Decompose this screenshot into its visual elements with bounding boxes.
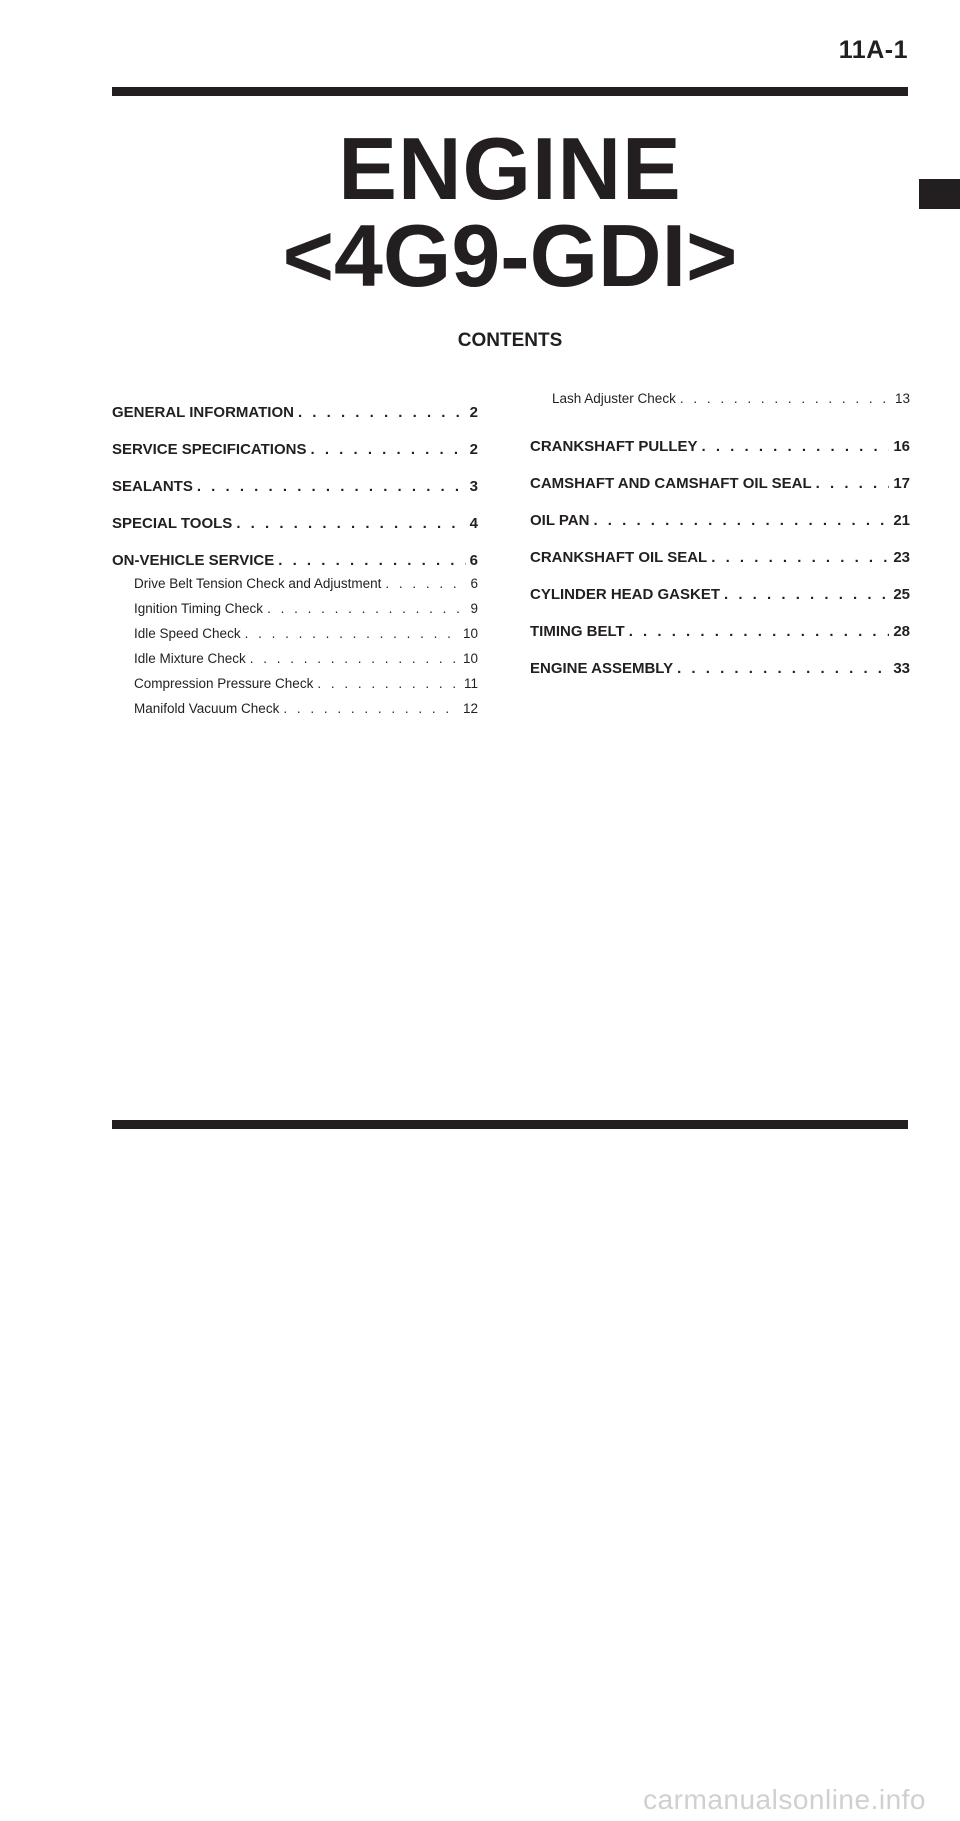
toc-leader-dots <box>236 515 465 532</box>
toc-sublist-on-vehicle-service <box>112 565 478 716</box>
toc-leader-dots <box>283 701 459 716</box>
toc-label: CRANKSHAFT PULLEY <box>530 438 698 455</box>
toc-label: TIMING BELT <box>530 623 625 640</box>
page-subtitle: <4G9-GDI> <box>282 206 738 305</box>
toc-right-column <box>530 384 910 677</box>
toc-page-number: 9 <box>470 601 478 616</box>
toc-leader-dots <box>724 586 889 603</box>
toc-leader-dots <box>816 475 890 492</box>
toc-entry-on-vehicle-service[interactable] <box>112 532 478 569</box>
toc-leader-dots <box>385 576 466 591</box>
toc-subentry-ignition-timing[interactable] <box>112 591 478 616</box>
toc-entry-engine-assembly[interactable] <box>530 640 910 677</box>
toc-page-number: 25 <box>893 586 910 603</box>
toc-page-number: 4 <box>469 515 478 532</box>
contents-heading: CONTENTS <box>457 330 563 351</box>
toc-label: ENGINE ASSEMBLY <box>530 660 674 677</box>
toc-subentry-lash-adjuster[interactable] <box>530 384 910 406</box>
toc-label: CYLINDER HEAD GASKET <box>530 586 721 603</box>
toc-page-number: 6 <box>469 552 478 569</box>
toc-subentry-idle-mixture[interactable] <box>112 641 478 666</box>
toc-entry-service-specifications[interactable] <box>112 421 478 458</box>
toc-page-number: 10 <box>462 651 478 666</box>
toc-label: Drive Belt Tension Check and Adjustment <box>134 576 382 591</box>
toc-page-number: 23 <box>893 549 910 566</box>
toc-page-number: 28 <box>893 623 910 640</box>
toc-label: ON-VEHICLE SERVICE <box>112 552 275 569</box>
toc-entry-camshaft-oil-seal[interactable] <box>530 455 910 492</box>
toc-leader-dots <box>702 438 890 455</box>
toc-page-number: 10 <box>462 626 478 641</box>
toc-page-number: 13 <box>894 391 910 406</box>
toc-leader-dots <box>680 391 891 406</box>
bottom-rule <box>112 1120 908 1129</box>
toc-entry-general-information[interactable] <box>112 384 478 421</box>
toc-label: SEALANTS <box>112 478 193 495</box>
toc-page-number: 6 <box>470 576 478 591</box>
toc-label: Idle Speed Check <box>134 626 241 641</box>
toc-leader-dots <box>711 549 889 566</box>
toc-leader-dots <box>310 441 465 458</box>
toc-page-number: 12 <box>462 701 478 716</box>
toc-entry-cylinder-head-gasket[interactable] <box>530 566 910 603</box>
toc-entry-timing-belt[interactable] <box>530 603 910 640</box>
toc-page-number: 2 <box>469 441 478 458</box>
page-title: ENGINE <box>338 119 682 218</box>
toc-label: Ignition Timing Check <box>134 601 264 616</box>
toc-label: GENERAL INFORMATION <box>112 404 294 421</box>
toc-label: Lash Adjuster Check <box>552 391 676 406</box>
watermark: carmanualsonline.info <box>643 1784 926 1815</box>
toc-leader-dots <box>677 660 889 677</box>
toc-subentry-compression-pressure[interactable] <box>112 666 478 691</box>
toc-leader-dots <box>593 512 889 529</box>
toc-leader-dots <box>278 552 465 569</box>
toc-label: Compression Pressure Check <box>134 676 314 691</box>
toc-leader-dots <box>250 651 459 666</box>
toc-leader-dots <box>317 676 460 691</box>
toc-entry-crankshaft-pulley[interactable] <box>530 418 910 455</box>
toc-page-number: 33 <box>893 660 910 677</box>
toc-leader-dots <box>629 623 890 640</box>
toc-page-number: 3 <box>469 478 478 495</box>
toc-label: Idle Mixture Check <box>134 651 246 666</box>
toc-entry-oil-pan[interactable] <box>530 492 910 529</box>
toc-page-number: 11 <box>463 676 478 691</box>
toc-label: CAMSHAFT AND CAMSHAFT OIL SEAL <box>530 475 812 492</box>
toc-leader-dots <box>197 478 466 495</box>
toc-page-number: 2 <box>469 404 478 421</box>
toc-leader-dots <box>245 626 459 641</box>
toc-label: SPECIAL TOOLS <box>112 515 233 532</box>
toc-leader-dots <box>267 601 466 616</box>
page-number: 11A-1 <box>838 36 908 64</box>
toc-page-number: 16 <box>893 438 910 455</box>
toc-subentry-manifold-vacuum[interactable] <box>112 691 478 716</box>
toc-label: OIL PAN <box>530 512 590 529</box>
toc-subentry-idle-speed[interactable] <box>112 616 478 641</box>
toc-left-column <box>112 384 478 716</box>
top-rule <box>112 87 908 96</box>
toc-leader-dots <box>298 404 466 421</box>
toc-entry-special-tools[interactable] <box>112 495 478 532</box>
toc-entry-sealants[interactable] <box>112 458 478 495</box>
toc-entry-crankshaft-oil-seal[interactable] <box>530 529 910 566</box>
toc-page-number: 21 <box>893 512 910 529</box>
toc-label: CRANKSHAFT OIL SEAL <box>530 549 708 566</box>
toc-label: SERVICE SPECIFICATIONS <box>112 441 307 458</box>
toc-label: Manifold Vacuum Check <box>134 701 280 716</box>
toc-page-number: 17 <box>893 475 910 492</box>
